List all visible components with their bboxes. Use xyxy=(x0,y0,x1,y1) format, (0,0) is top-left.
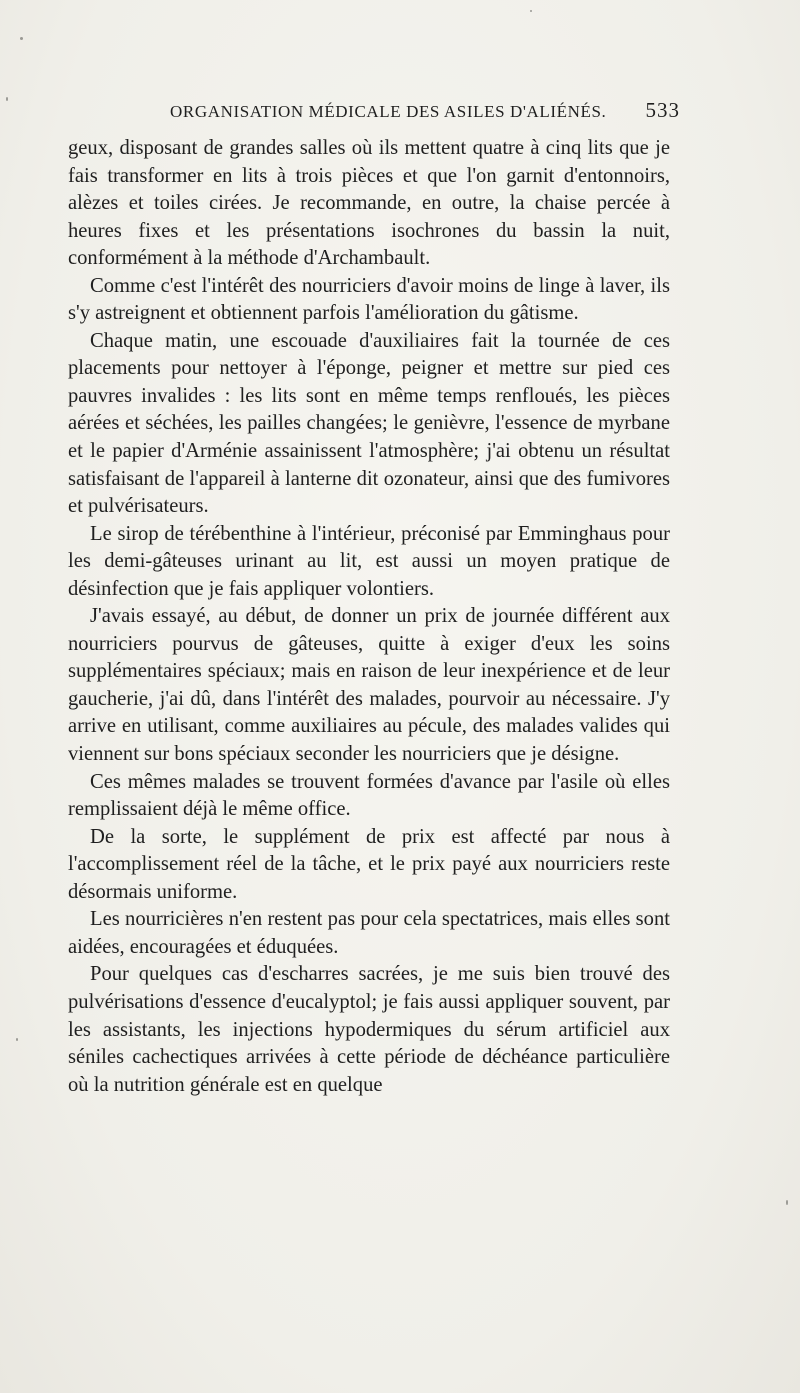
paper-speck xyxy=(6,97,8,101)
paper-speck xyxy=(16,1038,18,1041)
paper-speck xyxy=(530,10,532,12)
paragraph: Chaque matin, une escouade d'auxiliaires fait la tournée de ces placements pour nettoyer à l'éponge, peigner et mettre sur pied ces pauvres invalides : les lits sont en même temps renfloués, les pièces aérées et séchées, les pailles changées; le genièvre, l'essence de myrbane et le papier d'Arménie assainissent l'atmosphère; j'ai obtenu un résultat satisfaisant de l'appareil à lanterne dit ozonateur, ainsi que des fumivores et pulvérisateurs. xyxy=(68,329,670,518)
paragraph: De la sorte, le supplément de prix est affecté par nous à l'accomplissement réel de la tâche, et le prix payé aux nourriciers reste désormais uniforme. xyxy=(68,825,670,903)
paper-speck xyxy=(786,1200,788,1205)
paragraph: geux, disposant de grandes salles où ils mettent quatre à cinq lits que je fais transformer en lits à trois pièces et que l'on garnit d'entonnoirs, alèzes et toiles cirées. Je recommande, en outre, la chaise percée à heures fixes et les présentations isochrones du bassin la nuit, conformément à la méthode d'Archambault. xyxy=(68,137,670,270)
paragraph: J'avais essayé, au début, de donner un prix de journée différent aux nourriciers pourvus de gâteuses, quitte à exiger d'eux les soins supplémentaires spéciaux; mais en raison de leur inexpérience et de leur gaucherie, j'ai dû, dans l'intérêt des malades, pourvoir au nécessaire. J'y arrive en utilisant, comme auxiliaires au pécule, des malades valides qui viennent sur bons spéciaux seconder les nourriciers que je désigne. xyxy=(68,605,670,766)
paragraph: Le sirop de térébenthine à l'intérieur, préconisé par Emminghaus pour les demi-gâteuses urinant au lit, est aussi un moyen pratique de désinfection que je fais appliquer volontiers. xyxy=(68,522,670,600)
paragraph: Pour quelques cas d'escharres sacrées, je me suis bien trouvé des pulvérisations d'essence d'eucalyptol; je fais aussi appliquer souvent, par les assistants, les injections hypodermiques du sérum artificiel aux séniles cachectiques arrivées à cette période de déchéance particulière où la nutrition générale est en quelque xyxy=(68,963,670,1096)
running-header xyxy=(68,98,680,128)
running-title: ORGANISATION MÉDICALE DES ASILES D'ALIÉNÉS. xyxy=(170,102,607,121)
paragraph: Ces mêmes malades se trouvent formées d'avance par l'asile où elles remplissaient déjà le même office. xyxy=(68,770,670,821)
page-number: 533 xyxy=(645,98,680,122)
paper-speck xyxy=(20,37,23,40)
paragraph: Les nourricières n'en restent pas pour cela spectatrices, mais elles sont aidées, encouragées et éduquées. xyxy=(68,908,670,958)
body-text xyxy=(68,135,670,1099)
paragraph: Comme c'est l'intérêt des nourriciers d'avoir moins de linge à laver, ils s'y astreignent et obtiennent parfois l'amélioration du gâtisme. xyxy=(68,274,670,325)
